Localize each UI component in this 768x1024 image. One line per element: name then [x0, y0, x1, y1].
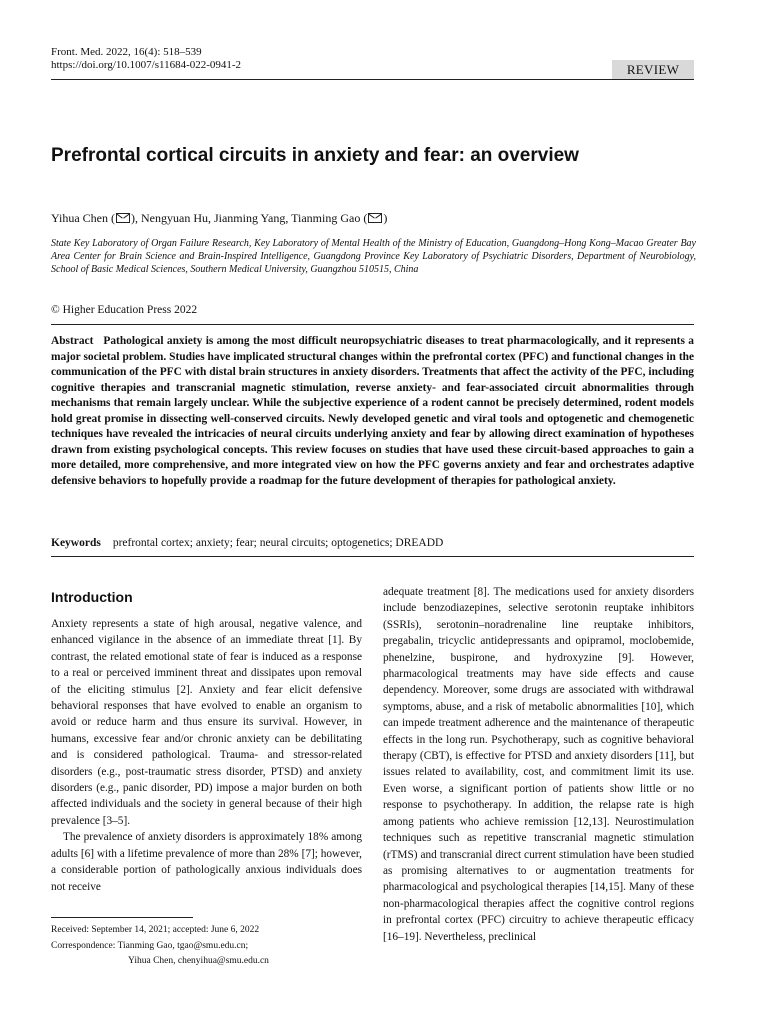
- keywords-text: prefrontal cortex; anxiety; fear; neural circuits; optogenetics; DREADD: [112, 537, 444, 549]
- abstract-bottom-divider: [51, 556, 694, 557]
- left-column: [51, 616, 362, 895]
- paragraph: Anxiety represents a state of high arousal, negative valence, and enhanced vigilance in the absence of an immediate threat [1]. By contrast, the related emotional state of fear is induced as a response to a real or perceived imminent threat and dissipates upon removal of the eliciting stimulus [2]. Anxiety and fear elicit defensive behavioral responses that have evolved to enable an organism to avoid or reduce harm and thus ensure its survival. However, in humans, excessive fear and/or chronic anxiety can be debilitating and is considered pathological. Trauma- and stressor-related disorders (e.g., post-traumatic stress disorder, PTSD) and anxiety disorders (e.g., panic disorder, PD) impose a major burden on both affected individuals and the society in general because of their high prevalence [3–5].: [51, 618, 362, 827]
- author-list: [51, 210, 387, 226]
- affiliation: State Key Laboratory of Organ Failure Research, Key Laboratory of Mental Health of the Ministry of Education, Guangdong–Hong Kong–Macao Greater Bay Area Center for Brain Science and Brain-Inspired Intelligence, Guangdong Province Key Laboratory of Psychiatric Disorders, Department of Neurobiology, School of Basic Medical Sciences, Southern Medical University, Guangzhou 510515, China: [51, 238, 696, 275]
- doi-link[interactable]: https://doi.org/10.1007/s11684-022-0941-2: [51, 59, 242, 71]
- author-text-1: Yihua Chen (: [51, 211, 115, 225]
- abstract: [51, 334, 694, 489]
- abstract-top-divider: [51, 324, 694, 325]
- abstract-label: Abstract: [51, 335, 94, 347]
- keywords: [51, 536, 443, 550]
- footnotes: [51, 923, 269, 970]
- journal-header: [51, 46, 241, 72]
- paragraph: adequate treatment [8]. The medications used for anxiety disorders include benzodiazepines, selective serotonin reuptake inhibitors (SSRIs), serotonin–noradrenaline line reuptake inhibitors, pregabalin, tricyclic antidepressants and opipramol, moclobemide, phenelzine, buspirone, and hydroxyzine [9]. However, pharmacological treatments may have side effects and cause dependency. Moreover, some drugs are associated with withdrawal symptoms, abuse, and a risk of metabolic abnormalities [10], which can impede treatment adherence and the maintenance of therapeutic effects in the long run. Psychotherapy, such as cognitive behavioral therapy (CBT), is effective for PTSD and anxiety disorders [11], but issues related to availability, cost, and commitment limit its use. Even worse, a significant portion of patients show little or no response to psychotherapy. In addition, the relapse rate is high among patients who achieve remission [12,13]. Neurostimulation techniques such as repetitive transcranial magnetic stimulation (rTMS) and transcranial direct current stimulation have been studied as promising alternatives to or augmentation treatments for pharmacological and psychological therapies [14,15]. Many of these non-pharmacological therapies affect the cognitive control regions in prefrontal cortex (PFC) circuitry to achieve therapeutic efficacy [16–19]. Nevertheless, preclinical: [383, 586, 694, 943]
- correspondence-continued: Yihua Chen, chenyihua@smu.edu.cn: [128, 956, 269, 966]
- author-text-2: ), Nengyuan Hu, Jianming Yang, Tianming Gao (: [131, 211, 368, 225]
- right-column: [383, 584, 694, 945]
- footnote-divider: [51, 917, 193, 918]
- article-title: Prefrontal cortical circuits in anxiety and fear: an overview: [51, 145, 579, 166]
- section-heading-introduction: Introduction: [51, 589, 133, 605]
- correspondence: Correspondence: Tianming Gao, tgao@smu.edu.cn;: [51, 940, 249, 951]
- abstract-text: Pathological anxiety is among the most difficult neuropsychiatric diseases to treat pharmacologically, and it represents a major societal problem. Studies have implicated structural changes within the prefrontal cortex (PFC) and functional changes in the communication of the PFC with distal brain structures in anxiety disorders. Treatments that affect the activity of the PFC, including cognitive therapies and transcranial magnetic stimulation, reverse anxiety- and fear-associated circuit abnormalities through mechanisms that remain largely unclear. While the subjective experience of a rodent cannot be precisely determined, rodent models hold great promise in dissecting well-conserved circuits. Newly developed genetic and viral tools and optogenetic and chemogenetic techniques have revealed the intricacies of neural circuits underlying anxiety and fear by allowing direct examination of hypotheses drawn from existing psychological concepts. This review focuses on studies that have used these circuit-based approaches to gain a more detailed, more comprehensive, and more integrated view on how the PFC governs anxiety and fear and orchestrates adaptive defensive behaviors to hopefully provide a roadmap for the future development of therapies for pathological anxiety.: [51, 335, 694, 487]
- envelope-icon[interactable]: [116, 213, 130, 223]
- header-divider: [51, 79, 694, 80]
- journal-citation: Front. Med. 2022, 16(4): 518–539: [51, 46, 202, 58]
- envelope-icon[interactable]: [368, 213, 382, 223]
- copyright: © Higher Education Press 2022: [51, 304, 198, 316]
- author-text-3: ): [383, 211, 388, 225]
- article-type-badge: REVIEW: [612, 60, 694, 79]
- paragraph: The prevalence of anxiety disorders is approximately 18% among adults [6] with a lifetime prevalence of more than 28% [7]; however, a considerable portion of pathologically anxious individuals does not receive: [51, 831, 362, 893]
- received-dates: Received: September 14, 2021; accepted: June 6, 2022: [51, 925, 260, 935]
- keywords-label: Keywords: [51, 537, 101, 549]
